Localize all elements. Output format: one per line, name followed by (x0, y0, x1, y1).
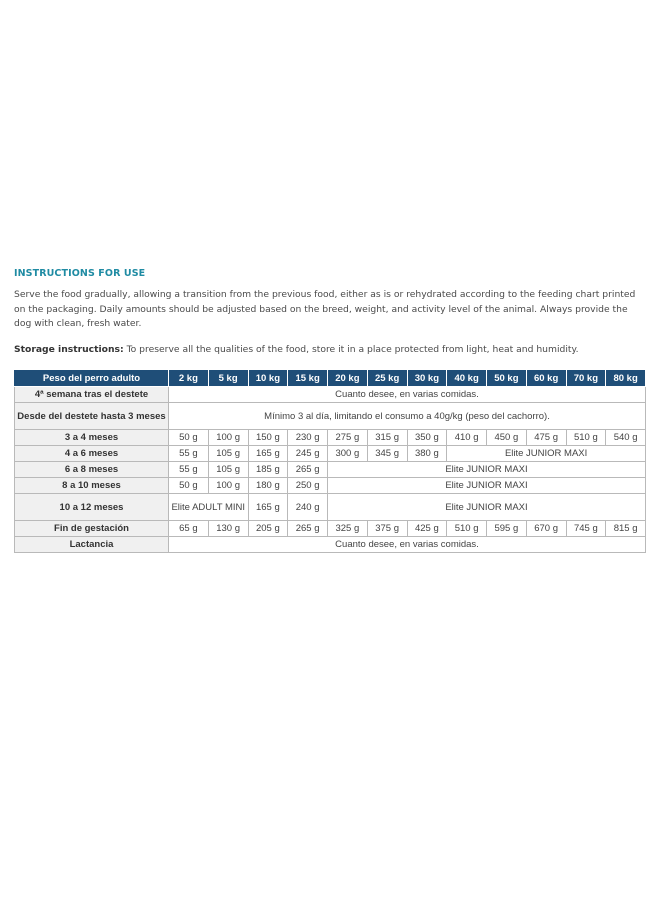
table-cell: 300 g (328, 446, 368, 462)
row-label: 10 a 12 meses (15, 494, 169, 521)
table-row (15, 430, 646, 446)
table-cell: 510 g (566, 430, 606, 446)
table-row (15, 387, 646, 403)
table-row (15, 462, 646, 478)
table-cell: 50 g (169, 478, 209, 494)
table-cell: 240 g (288, 494, 328, 521)
table-row (15, 521, 646, 537)
table-cell: Elite JUNIOR MAXI (328, 462, 646, 478)
table-cell: 265 g (288, 462, 328, 478)
storage-text: To preserve all the qualities of the food, store it in a place protected from light, heat and humidity. (123, 344, 579, 355)
table-cell: 250 g (288, 478, 328, 494)
table-cell: Elite JUNIOR MAXI (447, 446, 646, 462)
table-cell: 165 g (248, 446, 288, 462)
table-cell: 595 g (487, 521, 527, 537)
table-cell: 65 g (169, 521, 209, 537)
instructions-paragraph: Serve the food gradually, allowing a transition from the previous food, either as is or rehydrated according to the feeding chart printed on the packaging. Daily amounts should be adjusted based on the breed, weight, and activity level of the animal. Always provide the dog with clean, fresh water. (14, 289, 636, 329)
table-cell: 450 g (487, 430, 527, 446)
table-cell: 745 g (566, 521, 606, 537)
table-cell: 540 g (606, 430, 646, 446)
row-label: 4ª semana tras el destete (15, 387, 169, 403)
header-cell: 40 kg (447, 370, 487, 387)
table-cell: Elite JUNIOR MAXI (328, 478, 646, 494)
table-cell: 100 g (208, 430, 248, 446)
header-cell: 2 kg (169, 370, 209, 387)
row-label: 6 a 8 meses (15, 462, 169, 478)
table-cell: 265 g (288, 521, 328, 537)
row-label: 4 a 6 meses (15, 446, 169, 462)
table-row (15, 403, 646, 430)
table-cell: 230 g (288, 430, 328, 446)
row-label: 3 a 4 meses (15, 430, 169, 446)
header-cell: 15 kg (288, 370, 328, 387)
table-cell: 425 g (407, 521, 447, 537)
table-cell: 245 g (288, 446, 328, 462)
table-row (15, 494, 646, 521)
table-cell: 50 g (169, 430, 209, 446)
table-cell: 350 g (407, 430, 447, 446)
header-cell: 60 kg (526, 370, 566, 387)
row-label: Lactancia (15, 537, 169, 553)
table-cell: Elite JUNIOR MAXI (328, 494, 646, 521)
header-cell: 25 kg (367, 370, 407, 387)
header-cell: 80 kg (606, 370, 646, 387)
table-cell: 105 g (208, 462, 248, 478)
table-cell: 410 g (447, 430, 487, 446)
header-cell: 70 kg (566, 370, 606, 387)
table-cell: 380 g (407, 446, 447, 462)
table-cell: 510 g (447, 521, 487, 537)
table-cell: 475 g (526, 430, 566, 446)
table-cell: 275 g (328, 430, 368, 446)
table-cell: 100 g (208, 478, 248, 494)
table-cell: 205 g (248, 521, 288, 537)
table-cell: 105 g (208, 446, 248, 462)
table-header-row (15, 370, 646, 387)
table-cell: 325 g (328, 521, 368, 537)
table-cell: 130 g (208, 521, 248, 537)
table-cell: 345 g (367, 446, 407, 462)
header-cell: Peso del perro adulto (15, 370, 169, 387)
row-label: 8 a 10 meses (15, 478, 169, 494)
table-row (15, 446, 646, 462)
storage-label: Storage instructions: (14, 344, 124, 355)
table-cell: 185 g (248, 462, 288, 478)
table-cell: 165 g (248, 494, 288, 521)
header-cell: 5 kg (208, 370, 248, 387)
table-cell: 315 g (367, 430, 407, 446)
header-cell: 20 kg (328, 370, 368, 387)
storage-instructions (14, 343, 644, 357)
table-cell: Cuanto desee, en varias comidas. (169, 537, 646, 553)
table-row (15, 478, 646, 494)
table-cell: 670 g (526, 521, 566, 537)
table-cell: 55 g (169, 446, 209, 462)
header-cell: 30 kg (407, 370, 447, 387)
row-label: Fin de gestación (15, 521, 169, 537)
table-cell: Cuanto desee, en varias comidas. (169, 387, 646, 403)
table-cell: 375 g (367, 521, 407, 537)
table-cell: 815 g (606, 521, 646, 537)
feeding-table (14, 369, 646, 553)
table-cell: 150 g (248, 430, 288, 446)
table-cell: 55 g (169, 462, 209, 478)
table-cell: Elite ADULT MINI (169, 494, 249, 521)
table-row (15, 537, 646, 553)
table-cell: Mínimo 3 al día, limitando el consumo a 40g/kg (peso del cachorro). (169, 403, 646, 430)
row-label: Desde del destete hasta 3 meses (15, 403, 169, 430)
header-cell: 50 kg (487, 370, 527, 387)
header-cell: 10 kg (248, 370, 288, 387)
table-cell: 180 g (248, 478, 288, 494)
instructions-heading: INSTRUCTIONS FOR USE (14, 268, 146, 279)
